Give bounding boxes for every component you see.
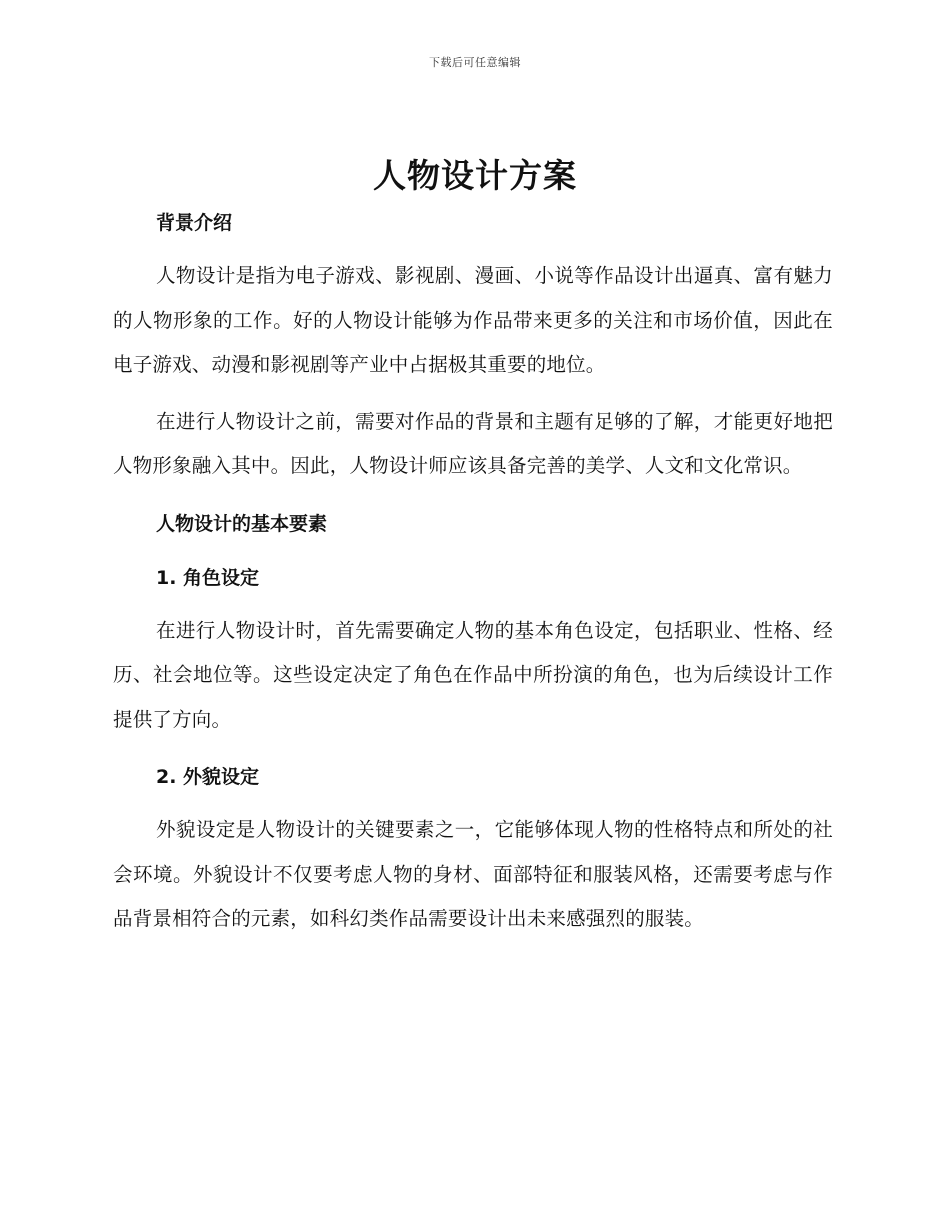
- section-heading-elements: 人物设计的基本要素: [156, 512, 328, 535]
- paragraph-role: 在进行人物设计时，首先需要确定人物的基本角色设定，包括职业、性格、经历、社会地位等。这些设定决定了角色在作品中所扮演的角色，也为后续设计工作提供了方向。: [113, 618, 833, 731]
- paragraph-background-2: 在进行人物设计之前，需要对作品的背景和主题有足够的了解，才能更好地把人物形象融入其中。因此，人物设计师应该具备完善的美学、人文和文化常识。: [113, 409, 833, 477]
- paragraph-background-1: 人物设计是指为电子游戏、影视剧、漫画、小说等作品设计出逼真、富有魅力的人物形象的工作。好的人物设计能够为作品带来更多的关注和市场价值，因此在电子游戏、动漫和影视剧等产业中占据极其重要的地位。: [113, 264, 833, 376]
- document-title: 人物设计方案: [373, 156, 577, 195]
- header-note: 下载后可任意编辑: [429, 56, 521, 69]
- subsection-heading-role: 1. 角色设定: [156, 566, 260, 589]
- paragraph-appearance: 外貌设定是人物设计的关键要素之一，它能够体现人物的性格特点和所处的社会环境。外貌设计不仅要考虑人物的身材、面部特征和服装风格，还需要考虑与作品背景相符合的元素，如科幻类作品需要设计出未来感强烈的服装。: [113, 818, 833, 930]
- subsection-heading-appearance: 2. 外貌设定: [156, 766, 260, 788]
- section-heading-background: 背景介绍: [156, 212, 233, 234]
- document-body: [113, 200, 833, 942]
